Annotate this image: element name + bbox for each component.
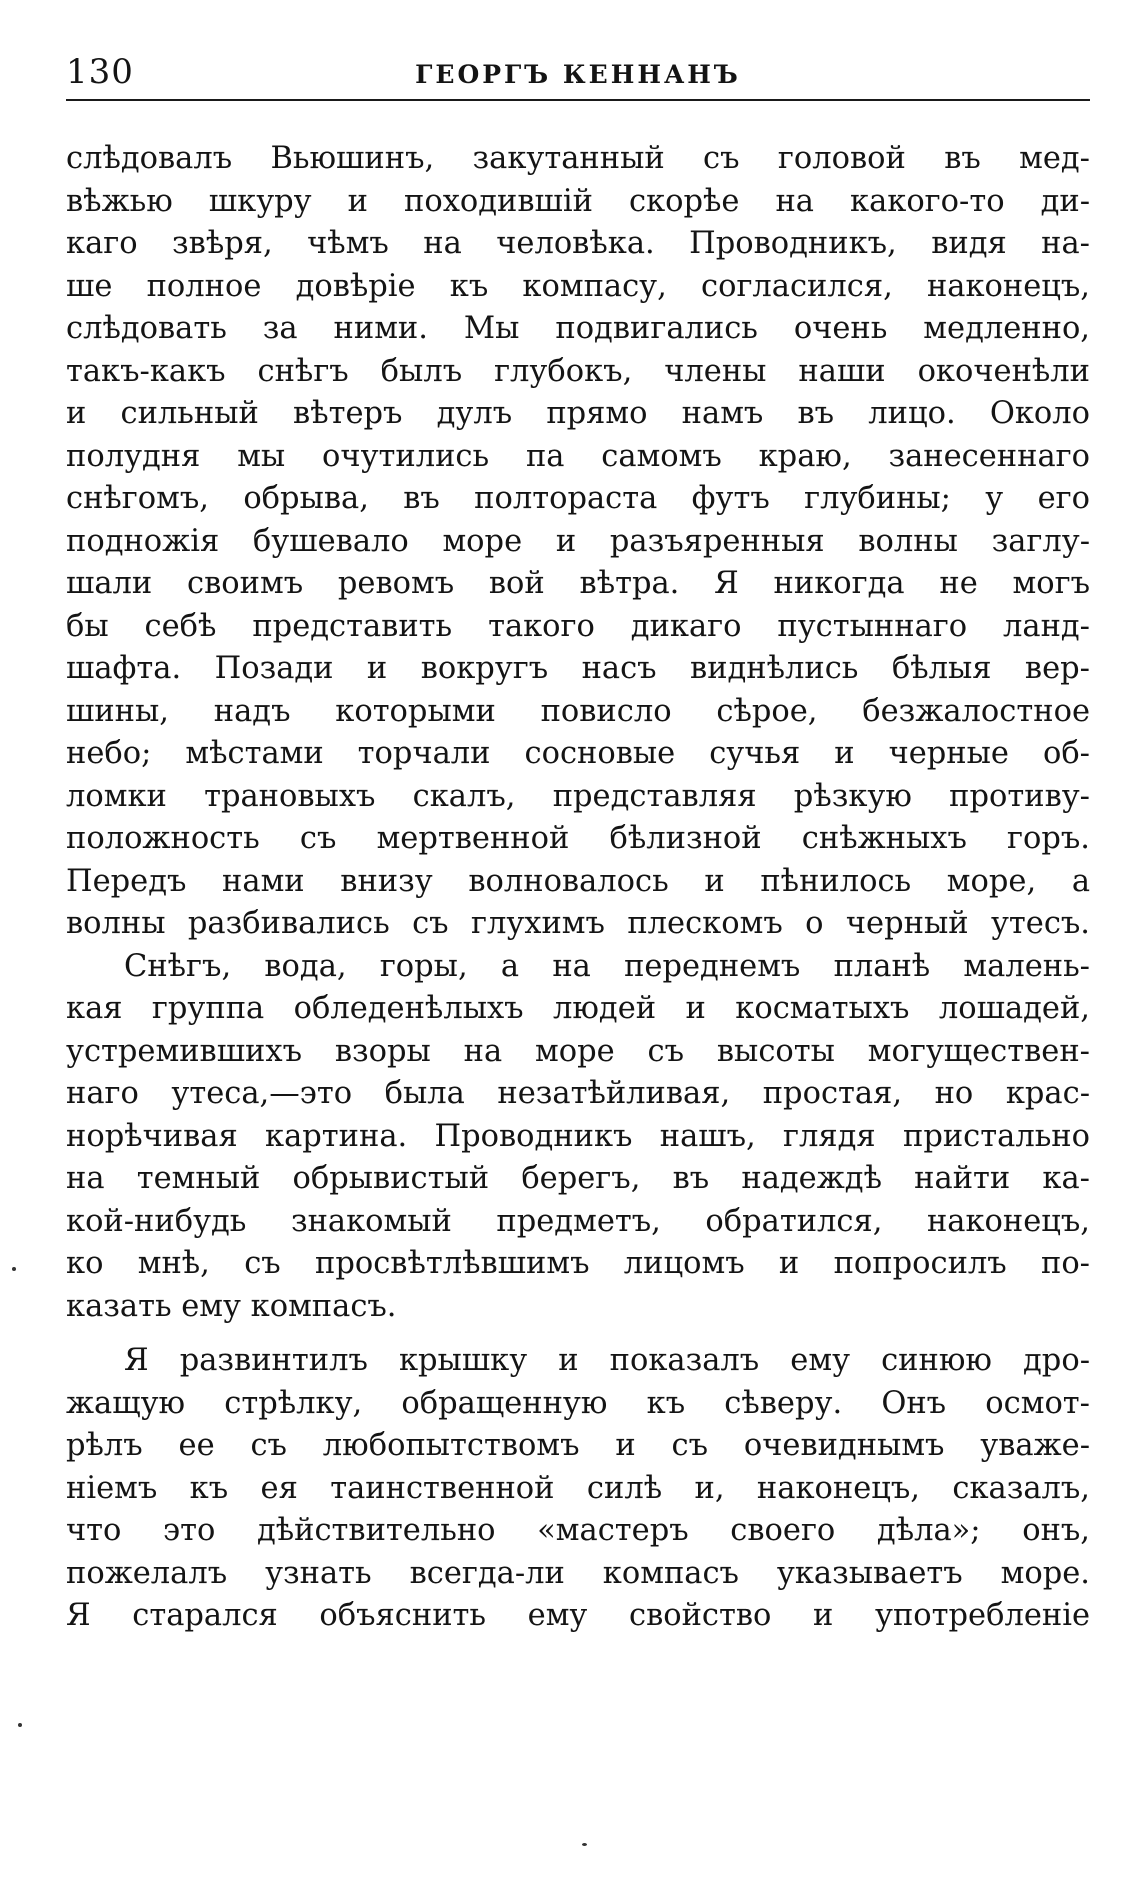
text-line: жащую стрѣлку, обращенную къ сѣверу. Онъ осмот- bbox=[66, 1385, 1090, 1421]
text-line: вѣжью шкуру и походившій скорѣе на какого-то ди- bbox=[66, 183, 1090, 219]
text-line: подножія бушевало море и разъяренныя волны заглу- bbox=[66, 523, 1090, 559]
text-line: шины, надъ которыми повисло сѣрое, безжалостное bbox=[66, 693, 1090, 729]
text-line: норѣчивая картина. Проводникъ нашъ, глядя пристально bbox=[66, 1118, 1090, 1154]
header-rule bbox=[66, 99, 1090, 101]
text-line: что это дѣйствительно «мастеръ своего дѣла»; онъ, bbox=[66, 1513, 1090, 1548]
page-header bbox=[66, 52, 1090, 100]
text-line: снѣгомъ, обрыва, въ полтораста футъ глубины; у его bbox=[66, 481, 1090, 516]
page-number: 130 bbox=[66, 52, 134, 92]
scan-speck bbox=[18, 1723, 22, 1727]
text-line: небо; мѣстами торчали сосновые сучья и черные об- bbox=[66, 736, 1090, 771]
paragraph-3 bbox=[66, 1340, 1090, 1638]
text-line: каго звѣря, чѣмъ на человѣка. Проводникъ, видя на- bbox=[66, 226, 1090, 261]
paragraph-gap bbox=[66, 1328, 1090, 1340]
text-line: кой-нибудь знакомый предметъ, обратился, наконецъ, bbox=[66, 1203, 1090, 1239]
text-line: на темный обрывистый берегъ, въ надеждѣ найти ка- bbox=[66, 1161, 1090, 1196]
text-line: шали своимъ ревомъ вой вѣтра. Я никогда не могъ bbox=[66, 566, 1090, 601]
text-line: ніемъ къ ея таинственной силѣ и, наконецъ, сказалъ, bbox=[66, 1470, 1090, 1506]
text-line: казать ему компасъ. bbox=[66, 1288, 397, 1324]
text-line: волны разбивались съ глухимъ плескомъ о черный утесъ. bbox=[66, 906, 1090, 941]
text-line: устремившихъ взоры на море съ высоты могуществен- bbox=[66, 1033, 1090, 1069]
text-line: бы себѣ представить такого дикаго пустыннаго ланд- bbox=[66, 608, 1090, 644]
text-line: шафта. Позади и вокругъ насъ виднѣлись бѣлыя вер- bbox=[66, 651, 1090, 686]
scan-speck bbox=[12, 1267, 16, 1271]
text-line: ко мнѣ, съ просвѣтлѣвшимъ лицомъ и попросилъ по- bbox=[66, 1246, 1090, 1281]
text-line: и сильный вѣтеръ дулъ прямо намъ въ лицо. Около bbox=[66, 396, 1090, 431]
text-line: ше полное довѣріе къ компасу, согласился, наконецъ, bbox=[66, 268, 1090, 304]
text-line: кая группа обледенѣлыхъ людей и косматыхъ лошадей, bbox=[66, 991, 1090, 1026]
text-line: рѣлъ ее съ любопытствомъ и съ очевиднымъ уваже- bbox=[66, 1428, 1090, 1463]
text-line: Снѣгъ, вода, горы, а на переднемъ планѣ малень- bbox=[124, 948, 1090, 984]
text-line: наго утеса,—это была незатѣйливая, простая, но крас- bbox=[66, 1076, 1090, 1111]
text-line: слѣдовать за ними. Мы подвигались очень медленно, bbox=[66, 311, 1090, 346]
running-head: ГЕОРГЪ КЕННАНЪ bbox=[415, 60, 741, 89]
text-line: Передъ нами внизу волновалось и пѣнилось море, а bbox=[66, 863, 1090, 899]
text-line: пожелалъ узнать всегда-ли компасъ указываетъ море. bbox=[66, 1555, 1090, 1591]
paragraph-2 bbox=[66, 946, 1090, 1329]
text-line: Я развинтилъ крышку и показалъ ему синюю дро- bbox=[124, 1343, 1090, 1378]
text-line: такъ-какъ снѣгъ былъ глубокъ, члены наши окоченѣли bbox=[66, 353, 1090, 389]
text-line: полудня мы очутились па самомъ краю, занесеннаго bbox=[66, 438, 1090, 474]
scan-speck bbox=[582, 1843, 587, 1846]
paragraph-1 bbox=[66, 138, 1090, 946]
text-line: ломки трановыхъ скалъ, представляя рѣзкую противу- bbox=[66, 778, 1090, 814]
text-line: слѣдовалъ Вьюшинъ, закутанный съ головой въ мед- bbox=[66, 141, 1090, 176]
body-text bbox=[66, 138, 1090, 1638]
text-line: положность съ мертвенной бѣлизной снѣжныхъ горъ. bbox=[66, 821, 1090, 856]
text-line: Я старался объяснить ему свойство и употребленіе bbox=[66, 1598, 1090, 1633]
